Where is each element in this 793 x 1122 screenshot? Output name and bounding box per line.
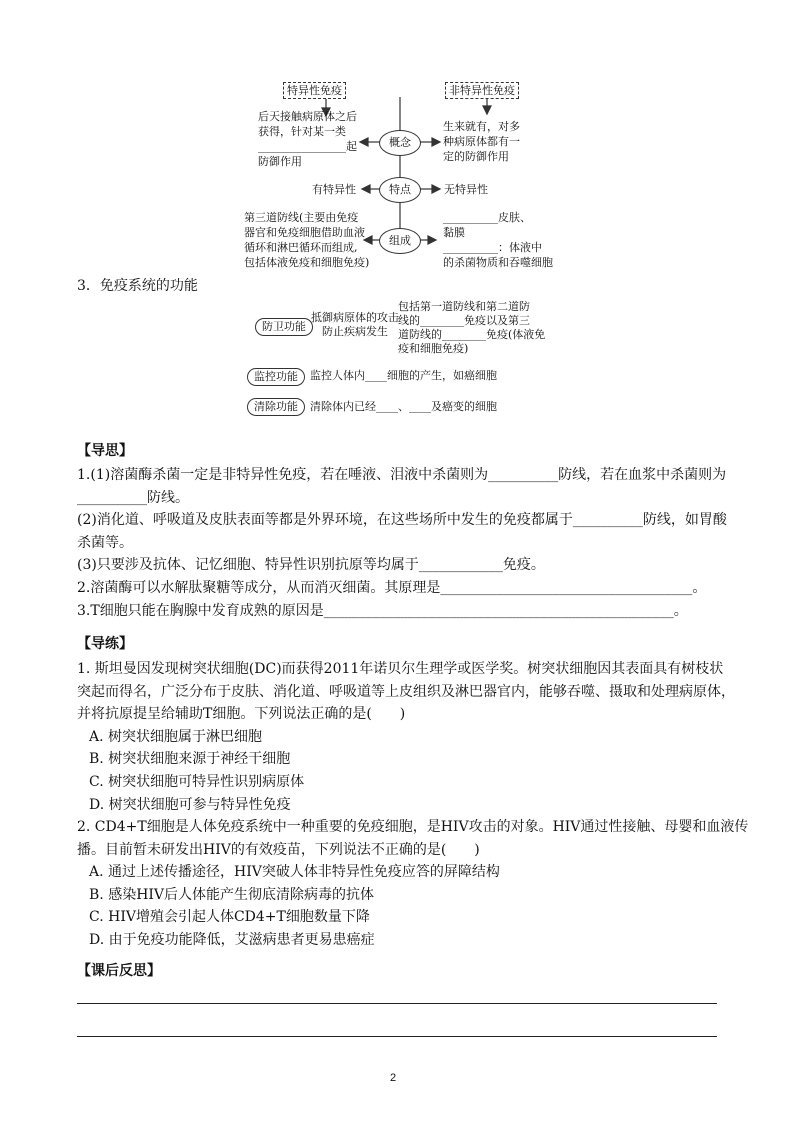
- nonspecific-feature-text: 无特异性: [444, 183, 488, 196]
- monitor-text: 监控人体内____细胞的产生，如癌细胞: [310, 369, 497, 382]
- node-concept: 概念: [379, 130, 421, 156]
- question-1-option: A. 树突状细胞属于淋巴细胞: [89, 728, 263, 745]
- question-1-line: 突起而得名，广泛分布于皮肤、消化道、呼吸道等上皮组织及淋巴器官内，能够吞噬、摄取和处理病原体，: [77, 683, 735, 700]
- reflection-line-2[interactable]: [77, 1036, 717, 1037]
- daosi-line: 3.T细胞只能在胸腺中发育成熟的原因是__________________________________________________。: [77, 602, 688, 619]
- daosi-line: __________防线。: [77, 489, 189, 506]
- reflection-line-1[interactable]: [77, 1003, 717, 1004]
- question-2-option: B. 感染HIV后人体能产生彻底清除病毒的抗体: [89, 886, 375, 903]
- question-1-line: 并将抗原提呈给辅助T细胞。下列说法正确的是( ): [77, 706, 406, 723]
- page-number: 2: [390, 1072, 397, 1084]
- nonspecific-immunity-label: 非特异性免疫: [445, 82, 519, 99]
- daosi-line: 杀菌等。: [77, 534, 133, 551]
- question-2: [77, 816, 748, 952]
- question-2-option: D. 由于免疫功能降低，艾滋病患者更易患癌症: [89, 931, 375, 948]
- question-1-option: C. 树突状细胞可特异性识别病原体: [89, 773, 305, 790]
- daosi-line: 2.溶菌酶可以水解肽聚糖等成分，从而消灭细菌。其原理是____________________________________。: [77, 579, 707, 596]
- monitor-function-box: 监控功能: [247, 368, 305, 386]
- question-1: [77, 658, 735, 816]
- daosi-body: [77, 464, 727, 622]
- clear-function-box: 清除功能: [247, 398, 305, 416]
- reflection-heading: 【课后反思】: [77, 963, 161, 979]
- defense-function-box: 防卫功能: [255, 318, 313, 336]
- specific-composition-text: 第三道防线(主要由免疫 器官和免疫细胞借助血液 循环和淋巴循环而组成, 包括体液免疫和细胞免疫): [244, 211, 370, 269]
- daolian-heading: 【导练】: [77, 636, 133, 652]
- question-2-option: A. 通过上述传播途径，HIV突破人体非特异性免疫应答的屏障结构: [89, 864, 500, 881]
- question-1-option: B. 树突状细胞来源于神经干细胞: [89, 751, 291, 768]
- question-1-option: D. 树突状细胞可参与特异性免疫: [89, 796, 291, 813]
- specific-feature-text: 有特异性: [312, 183, 356, 196]
- node-composition: 组成: [379, 228, 421, 254]
- daosi-line: (3)只要涉及抗体、记忆细胞、特异性识别抗原等均属于____________免疫。: [77, 557, 545, 574]
- specific-concept-text: 后天接触病原体之后 获得，针对某一类 ________________起 防御作用: [258, 110, 357, 168]
- question-2-line: 播。目前暂未研发出HIV的有效疫苗，下列说法不正确的是( ): [77, 841, 480, 858]
- node-feature: 特点: [379, 177, 421, 203]
- defense-mid-text: 抵御病原体的攻击 防止疾病发生: [311, 311, 399, 338]
- daosi-heading: 【导思】: [77, 443, 133, 459]
- defense-right-text: 包括第一道防线和第二道防 线的________免疫以及第三 道防线的________免疫(体液免 疫和细胞免疫): [398, 300, 546, 355]
- question-2-option: C. HIV增殖会引起人体CD4+T细胞数量下降: [89, 909, 370, 926]
- nonspecific-concept-text: 生来就有，对多 种病原体都有一 定的防御作用: [443, 120, 520, 163]
- question-1-line: 1. 斯坦曼因发现树突状细胞(DC)而获得2011年诺贝尔生理学或医学奖。树突状细胞因其表面具有树枝状: [77, 661, 724, 677]
- daosi-line: (2)消化道、呼吸道及皮肤表面等都是外界环境，在这些场所中发生的免疫都属于__________防线，如胃酸: [77, 512, 727, 529]
- section3-title: 3．免疫系统的功能: [77, 278, 198, 294]
- daosi-line: 1.(1)溶菌酶杀菌一定是非特异性免疫，若在唾液、泪液中杀菌则为__________防线，若在血浆中杀菌则为: [77, 467, 727, 483]
- specific-immunity-label: 特异性免疫: [283, 82, 346, 99]
- nonspecific-composition-text: __________皮肤、 黏膜 __________：体液中 的杀菌物质和吞噬细胞: [443, 211, 553, 269]
- clear-text: 清除体内已经____、____及癌变的细胞: [310, 400, 497, 413]
- question-2-line: 2. CD4+T细胞是人体免疫系统中一种重要的免疫细胞，是HIV攻击的对象。HIV通过性接触、母婴和血液传: [77, 819, 749, 835]
